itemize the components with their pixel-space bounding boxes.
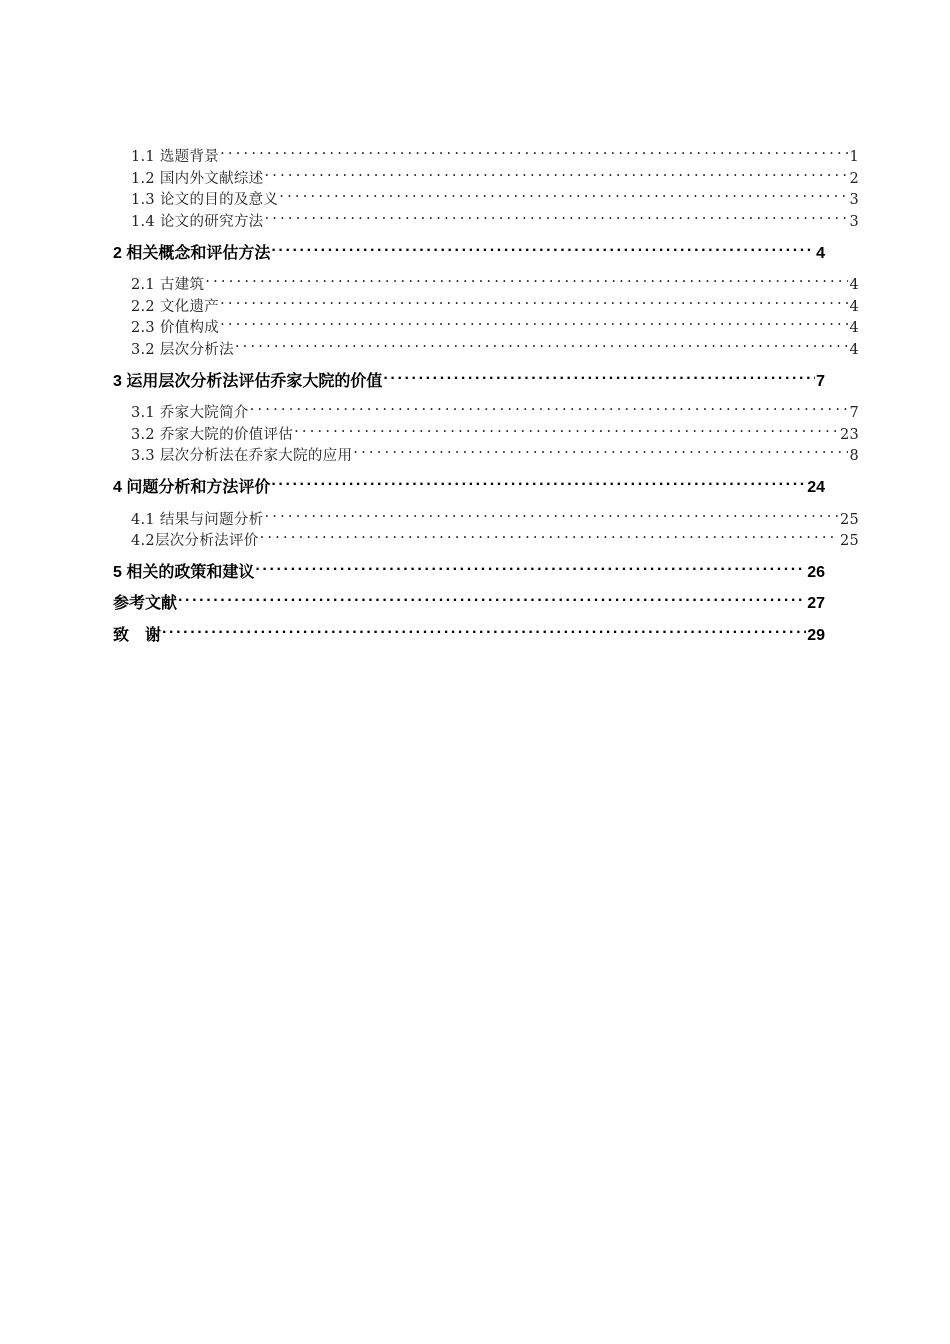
toc-entry-label: 2.1 古建筑 — [131, 277, 205, 293]
toc-entry-label: 1.3 论文的目的及意义 — [131, 192, 279, 208]
toc-entry-page: 4 — [849, 299, 859, 315]
toc-entry-label: 5 相关的政策和建议 — [113, 564, 255, 581]
dot-leader — [219, 139, 848, 161]
toc-entry-label: 3.3 层次分析法在乔家大院的应用 — [131, 448, 353, 464]
dot-leader — [249, 395, 849, 417]
toc-entry-label: 4.2层次分析法评价 — [131, 533, 259, 549]
toc-entry-label: 4 问题分析和方法评价 — [113, 479, 271, 496]
dot-leader — [270, 470, 806, 492]
toc-entry-page: 26 — [807, 564, 825, 581]
toc-chapter-4[interactable] — [113, 470, 825, 499]
dot-leader — [263, 161, 848, 183]
toc-entry-page: 4 — [849, 277, 859, 293]
toc-entry-3-3[interactable] — [131, 438, 859, 467]
toc-entry-label: 1.1 选题背景 — [131, 149, 220, 165]
toc-entry-label: 致 谢 — [113, 627, 162, 644]
dot-leader — [177, 586, 806, 608]
toc-entry-page: 29 — [807, 627, 825, 644]
toc-entry-page: 25 — [839, 533, 859, 549]
toc-entry-label: 4.1 结果与问题分析 — [131, 512, 264, 528]
toc-chapter-5[interactable] — [113, 555, 825, 584]
toc-entry-label: 3.2 乔家大院的价值评估 — [131, 427, 294, 443]
toc-entry-label: 1.4 论文的研究方法 — [131, 214, 264, 230]
toc-entry-page: 1 — [849, 149, 859, 165]
dot-leader — [263, 502, 838, 524]
dot-leader — [382, 364, 815, 386]
dot-leader — [204, 267, 848, 289]
toc-entry-label: 参考文献 — [113, 595, 178, 612]
toc-acknowledgements[interactable] — [113, 618, 825, 647]
dot-leader — [161, 618, 806, 640]
toc-entry-page: 7 — [849, 405, 859, 421]
toc-entry-page: 4 — [849, 342, 859, 358]
dot-leader — [270, 236, 815, 258]
toc-entry-label: 3 运用层次分析法评估乔家大院的价值 — [113, 373, 383, 390]
dot-leader — [219, 289, 848, 311]
toc-entry-label: 2 相关概念和评估方法 — [113, 245, 271, 262]
toc-entry-label: 2.2 文化遗产 — [131, 299, 220, 315]
toc-references[interactable] — [113, 586, 825, 615]
dot-leader — [278, 182, 848, 204]
dot-leader — [293, 417, 839, 439]
toc-entry-page: 23 — [839, 427, 859, 443]
toc-entry-3-2-ahp[interactable] — [131, 332, 859, 361]
dot-leader — [263, 204, 848, 226]
toc-entry-page: 25 — [839, 512, 859, 528]
toc-entry-label: 3.1 乔家大院简介 — [131, 405, 249, 421]
toc-chapter-2[interactable] — [113, 236, 825, 265]
toc-entry-page: 7 — [816, 373, 825, 390]
toc-entry-label: 3.2 层次分析法 — [131, 342, 234, 358]
toc-entry-label: 1.2 国内外文献综述 — [131, 171, 264, 187]
toc-entry-page: 3 — [849, 214, 859, 230]
toc-entry-page: 3 — [849, 192, 859, 208]
toc-entry-page: 24 — [807, 479, 825, 496]
dot-leader — [254, 555, 806, 577]
toc-chapter-3[interactable] — [113, 364, 825, 393]
toc-entry-label: 2.3 价值构成 — [131, 320, 220, 336]
toc-entry-1-4[interactable] — [131, 204, 859, 233]
dot-leader — [234, 332, 849, 354]
dot-leader — [352, 438, 848, 460]
toc-entry-page: 2 — [849, 171, 859, 187]
dot-leader — [219, 310, 848, 332]
toc-entry-page: 27 — [807, 595, 825, 612]
toc-entry-page: 8 — [849, 448, 859, 464]
toc-entry-4-2[interactable] — [131, 523, 859, 552]
toc-entry-page: 4 — [816, 245, 825, 262]
toc-entry-page: 4 — [849, 320, 859, 336]
dot-leader — [259, 523, 839, 545]
